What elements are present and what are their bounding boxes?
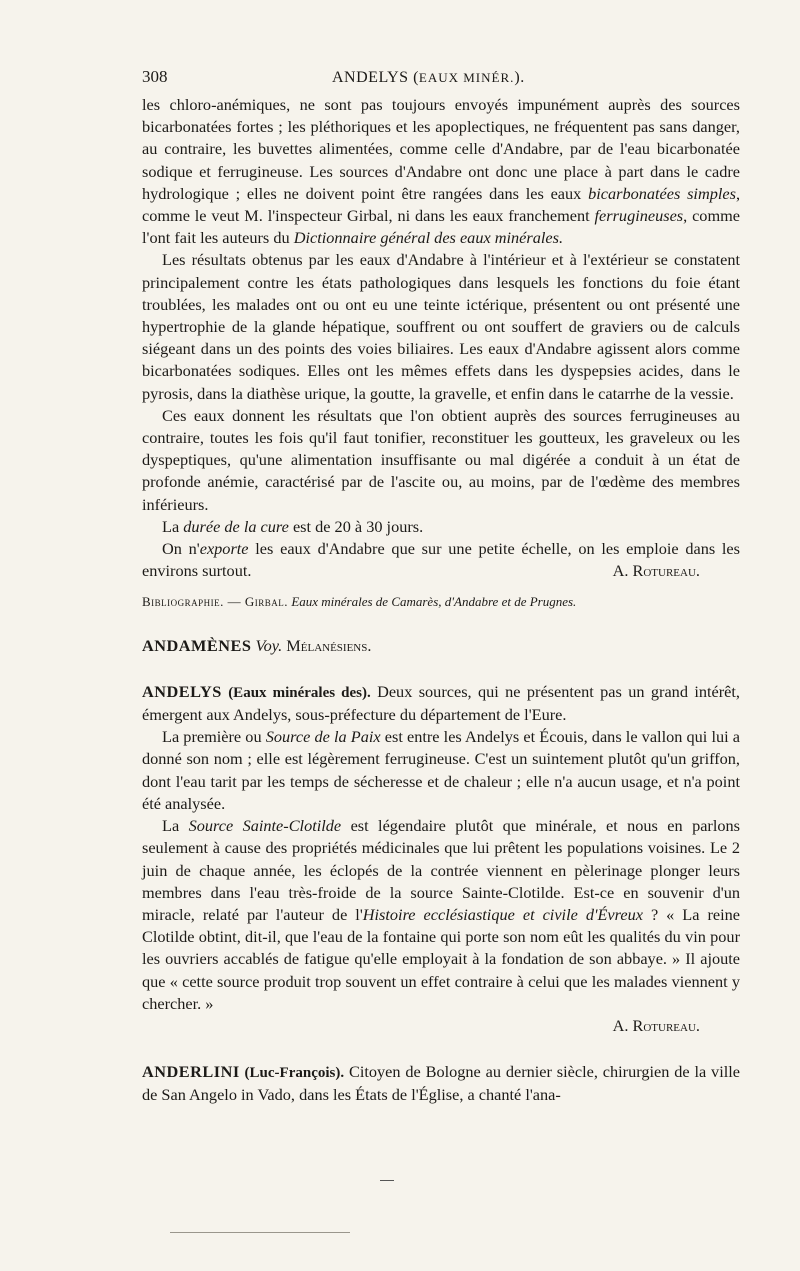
paragraph-duration: La durée de la cure est de 20 à 30 jours.: [162, 516, 424, 536]
page-dash: [380, 1180, 394, 1181]
paragraph-export: On n'exporte les eaux d'Andabre que sur une petite échelle, on les emploie dans les environs surtout.: [142, 539, 740, 581]
bibliography: Bibliographie. — Girbal. Eaux minérales de Camarès, d'Andabre et de Prugnes.: [142, 593, 577, 609]
page-number: 308: [142, 67, 168, 86]
paragraph-ferruginous: Ces eaux donnent les résultats que l'on obtient auprès des sources ferrugineuses au contraire, toutes les fois qu'il faut tonifier, reconstituer les goutteux, les graveleux ou les dyspeptiques, qu'une alimentation insuffisante ou mal digérée a conduit à un état de profonde anémie, caractérisé par de l'ascite ou, au moins, par de l'œdème des membres inférieurs.: [142, 405, 740, 514]
crossref-andamenes: ANDAMÈNES Voy. Mélanésiens.: [142, 635, 372, 655]
entry-andelys: ANDELYS (Eaux minérales des). Deux sources, qui ne présentent pas un grand intérêt, émergent aux Andelys, sous-préfecture du département de l'Eure.: [142, 681, 740, 725]
footer-rule: [170, 1232, 350, 1233]
entry-anderlini: ANDERLINI (Luc-François). Citoyen de Bologne au dernier siècle, chirurgien de la ville de San Angelo in Vado, dans les États de l'Église, a chanté l'ana-: [142, 1062, 740, 1105]
running-head: [142, 66, 740, 94]
page: [142, 66, 740, 1107]
paragraph-source-paix: La première ou Source de la Paix est entre les Andelys et Écouis, dans le vallon qui lui a donné son nom ; elle est légèrement ferrugineuse. C'est un suintement plutôt qu'un griffon, dont l'eau tarit par les temps de sécheresse et de chaleur ; elle n'a aucun usage, et n'a point été analysée.: [142, 727, 741, 813]
paragraph-sainte-clotilde: La Source Sainte-Clotilde est légendaire plutôt que minérale, et nous en parlons seulement à cause des propriétés médicinales que lui prêtent les populations voisines. Le 2 juin de chaque année, les éclopés de la contrée viennent en pèlerinage plonger leurs membres dans l'eau très-froide de la source Sainte-Clotilde. Est-ce en souvenir d'un miracle, relaté par l'auteur de l'Histoire ecclésiastique et civile d'Évreux ? « La reine Clotilde obtint, dit-il, que l'eau de la fontaine qui porte son nom eût les qualités du vin pour les ouvriers accablés de fatigue qu'elle employait à la fondation de son abbaye. » Il ajoute que « cette source produit trop souvent un effet contraire à celui que les malades viennent y chercher. »: [142, 816, 741, 1013]
paragraph-results: Les résultats obtenus par les eaux d'Andabre à l'intérieur et à l'extérieur se constatent principalement contre les états pathologiques dans lesquels les fonctions du foie étant troublées, les malades ont ou ont eu une teinte ictérique, présentent ou ont présenté une hypertrophie de la glande hépatique, souffrent ou ont souffert de graviers ou de calculs siégeant dans un des points des voies biliaires. Les eaux d'Andabre agissent alors comme bicarbonatées sodiques. Elles ont les mêmes effets dans les dyspepsies acides, dans le pyrosis, dans la diathèse urique, la goutte, la gravelle, et enfin dans le catarrhe de la vessie.: [142, 250, 740, 403]
running-title: ANDELYS (EAUX MINÉR.).: [332, 69, 525, 86]
paragraph-continuation: les chloro-anémiques, ne sont pas toujours envoyés impunément auprès des sources bicarbonatées fortes ; les pléthoriques et les apoplectiques, ne fréquentent pas sans danger, au contraire, les buvettes alimentées, comme celle d'Andabre, par de l'eau bicarbonatée sodique et ferrugineuse. Les sources d'Andabre ont donc une place à part dans le cadre hydrologique ; elles ne doivent point être rangées dans les eaux bicarbonatées simples, comme le veut M. l'inspecteur Girbal, ni dans les eaux franchement ferrugineuses, comme l'ont fait les auteurs du Dictionnaire général des eaux minérales.: [142, 95, 741, 248]
signature: A. Rotureau.: [612, 561, 700, 581]
signature-andelys: A. Rotureau.: [612, 1015, 700, 1035]
